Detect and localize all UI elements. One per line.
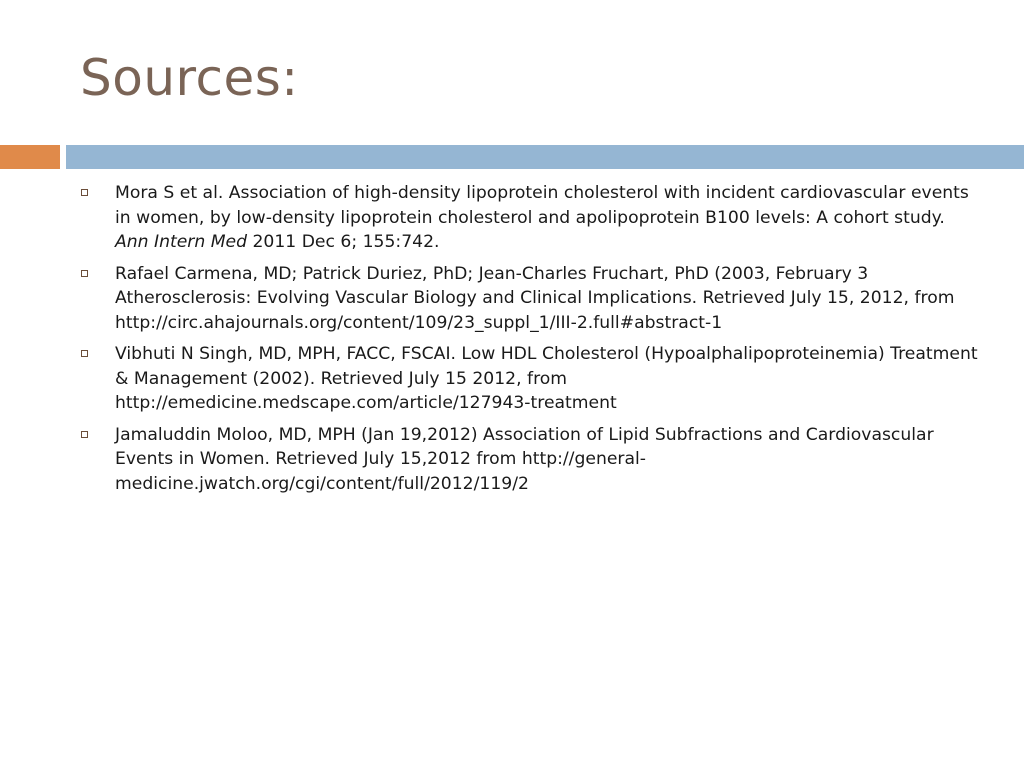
hollow-square-bullet-icon [81,431,88,438]
reference-item [80,342,980,416]
slide-title: Sources: [80,49,299,107]
reference-item [80,262,980,336]
accent-bar-blue [66,145,1024,169]
reference-citation: 2011 Dec 6; 155:742. [247,232,440,252]
accent-bar-orange [0,145,60,169]
journal-name: Ann Intern Med [115,232,248,252]
sources-list [80,181,980,503]
hollow-square-bullet-icon [81,270,88,277]
reference-text: Jamaluddin Moloo, MD, MPH (Jan 19,2012) Association of Lipid Subfractions and Cardiovascular Events in Women. Retrieved July 15,2012 from http://general-medicine.jwatch.org/cgi/content/full/2012/119/2 [115,424,934,494]
reference-text: Mora S et al. Association of high-density lipoprotein cholesterol with incident cardiovascular events in women, by low-density lipoprotein cholesterol and apolipoprotein B100 levels: A cohort study. [115,183,969,228]
reference-text: Vibhuti N Singh, MD, MPH, FACC, FSCAI. Low HDL Cholesterol (Hypoalphalipoproteinemia) Treatment & Management (2002). Retrieved July 15 2012, from http://emedicine.medscape.com/article/127943-treatment [115,344,978,413]
reference-item [80,181,980,255]
reference-text: Rafael Carmena, MD; Patrick Duriez, PhD; Jean-Charles Fruchart, PhD (2003, February 3 Atherosclerosis: Evolving Vascular Biology and Clinical Implications. Retrieved July 15, 2012, from http://circ.ahajournals.org/content/109/23_suppl_1/III-2.full#abstract-1 [115,263,955,333]
reference-item [80,423,980,497]
hollow-square-bullet-icon [81,189,88,196]
hollow-square-bullet-icon [81,350,88,357]
